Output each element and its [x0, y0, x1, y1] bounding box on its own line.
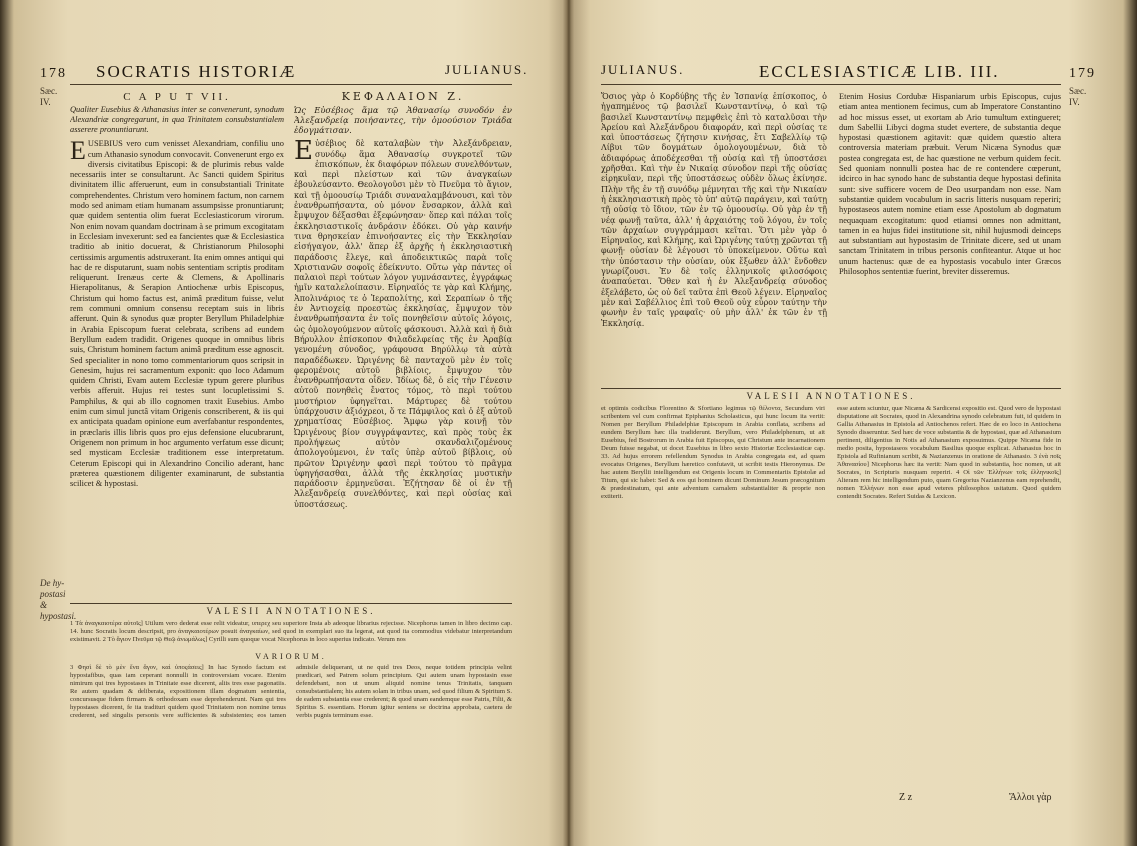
right-notes-right-column: esse autem sciuntur, quæ Nicæna & Sardicensi expositio est. Quod vero de hypostasi disputatione ait Socrates, quod in Alexandrina synodo celebratum fuit, id quidem in Gallia Athanasius in Epistola ad Antiochenos refert. Hæc de eo loco in Antiochena Synodo disseruntur. Sed hæc de voce substantia & de hypostasi, quæ ad Athanasium pertinent, diligentius in Notis ad Athanasium exposuimus. Quippe Nicæna fide in medio posita, hypostaseos vocabulum Basilius quoque explicat. Athanasius hoc in Epistola ad Rufinianum scribit, & Nazianzenus in oratione de Athanasio. 3 ἑνὰ ποῖς Ἀθανασίου] Nicephorus hæc ita vertit: Nam quod in substantia, hoc nomen, ut ait Socrates, in Scripturis nusquam reperiri. 4 Οἱ τῶν Ἑλλήνων τοῖς ἑλληνικοῖς] Alteram rem hic intelligendum puto, quam Gregorius Nazianzenus eam reprehendit, nomen Ἑλλήνων non esse apud veteres philosophos usitatum. Quod quidem contendit Socrates. Refert Suidas & Lexicon.: [837, 405, 1061, 500]
right-notes-left-column: et optimis codicibus Florentino & Sfortiano legimus τῷ θέλοντα, Secundum viri scribentem vel cum confirmat Epiphanius Scholasticus, qui hunc locum ita vertit: Nomen per Beryllum Philadelphiæ Episcopum in Arabia conflata, scribens ad eundem Beryllum hæc illa tradiderunt. Beryllum, vero Philadelphenum, ut ait Eusebius, fed Bostrorum in Arabia fuit Episcopus, qui Christum ante incarnationem Deum fuisse negabat, ut docet Eusebius in libro sexto Historiæ Ecclesiasticæ cap. 33. Ad hujus errorem refellendum Synodus in Arabia congregata est, ad quam evocatus Origenes, Beryllum hæretico confutavit, ut scribit testis Hieronymus. De hac autem Beryllii intelligendum est Origenis locum in Commentariis Epistolæ ad Titum, qui sic habet: Sed & eos qui hominem dicunt Dominum Jesum præcognitum & prædestinatum, qui ante adventum carnalem substantialiter & proprie non extiterit.: [601, 405, 825, 500]
variorum-title: VARIORUM.: [255, 652, 327, 661]
latin-paragraph: [70, 136, 284, 489]
left-notes-text: 1 Τὰ ἀναγκαιοτέρα αὐτοῖς] Utilum vero dederat esse relit videatur, υπερεχ seu superiore Insta ab adeoque librarius rejecisse. Nicephorus tamen in libro decimo cap. 14. hunc Socratis locum descripsit, pro ἀναγκαιοτέρων posuit ἀναγκαίων, sed quod in exemplari suo ita legerat, aut quod ita commodius videbatur interpretandum existimavit. 2 Τὸ ἅγιον Πνεῦμα τῷ Θεῷ ἀνωμάλως] Cyrilli sum quoque vocat Nicephorus in loco superius indicato. Verum nos: [70, 620, 512, 643]
signature-mark: Z z: [899, 792, 913, 803]
latin-dropcap: E: [70, 136, 86, 166]
right-notes-title: VALESII ANNOTATIONES.: [746, 391, 916, 401]
latin-chapter-summary: Qualiter Eusebius & Athanasius inter se convenerunt, synodum Alexandriæ congregarunt, in qua Trinitatem consubstantialem asserere pronuntiarunt.: [70, 105, 284, 135]
greek-chapter-summary: Ὡς Εὐσέβιος ἅμα τῷ Ἀθανασίῳ συνοδόν ἐν Ἀλεξανδρείᾳ ποιήσαντες, τὴν ὁμοούσιον Τριάδα ἐδογμάτισαν.: [294, 105, 512, 136]
right-book-edge: [1123, 0, 1137, 846]
left-running-title: SOCRATIS HISTORIÆ: [96, 62, 297, 81]
right-notes-rule: [601, 388, 1061, 389]
variorum-text: 3 Φησὶ δὲ τὸ μὲν ἕνα ἄγον, καὶ ὑποςάσεις] In hac Synodo factum est hypostafibus, quas iam ceperant nonnulli in controversiam vocare. Etenim nimirum qui tres hypostases in Trinitate esse dicerent, aliis tres esse pagonatiis. Re autem quadam & deliberata, expositionem illam dogmatum sententia, concursusque fidem firmam & orthodoxam esse deprehenderunt. Nam qui tres hypostases dicerent, fe ita tradituri quidem quod Trinitatem non nomine tenus crederent, sed singulis personis vere sufficientes & subsistentes; eos tamen admisile deliquerant, ut ne quid tres Deos, neque totidem principia velint prædicari, sed Patrem solum principium. Qui autem unam hypostasin esse defendebant, non ut unum aliquid nomine tenus Trinitatis, tanquam consubstantialem; his autem solam in tribus unam, sed quod filium & Spiritum S. de eadem substantia esse crederent; & quod unam eandemque esse Patris, Filii, & Spiritus S. essentiam. Horum igitur sentens se doctrina approbata, caetera de verbis pugnis terminum esse.: [70, 664, 512, 719]
left-notes-title: VALESII ANNOTATIONES.: [206, 606, 376, 616]
latin-chapter-heading: C A P U T VII.: [123, 92, 231, 103]
greek-body: ὐσέβιος δὲ καταλαβὼν τὴν Ἀλεξάνδρειαν, συνόδῳ ἅμα Ἀθανασίῳ συγκροτεῖ τῶν ἐπισκόπων, ἐκ διαφόρων πόλεων συνελθόντων, καὶ περὶ πλείστων καὶ τῶν ἀναγκαίων ἐβουλεύσαντο. Θεολογοῦσι μὲν τὸ Πνεῦμα τὸ ἅγιον, καὶ τῇ ὁμοουσίῳ Τριάδι συναναλαμβάνουσι, καὶ τὸν ἐνανθρωπήσαντα, οὐ μόνον ἔνσαρκον, ἀλλὰ καὶ ἔμψυχον δέξασθαι ἐξεφώνησαν· ὅπερ καὶ πάλαι τοῖς ἐκκλησιαστικοῖς ἀνδράσιν ἐδόκει. Οὐ γὰρ καινήν τινα θρησκείαν ἐπινοήσαντες εἰς τὴν Ἐκκλησίαν εἰσήγαγον, ἀλλ' ἅπερ ἐξ ἀρχῆς ἡ ἐκκλησιαστικὴ παράδοσις ἔλεγε, καὶ ἀποδεικτικῶς παρὰ τοῖς Χριστιανῶν σοφοῖς ἐδείκνυτο. Οὕτω γὰρ πάντες οἱ παλαιοὶ περὶ τούτων λόγον γυμνάσαντες, ἐγγράφως ἡμῖν καταλελοίπασιν. Εἰρηναῖός τε γὰρ καὶ Κλήμης, Ἀπολινάριος τε ὁ Ἱεραπολίτης, καὶ Σεραπίων ὁ τῆς ἐν Ἀντιοχείᾳ προεστὼς ἐκκλησίας, ἔμψυχον τὸν ἐνανθρωπήσαντα ἐν τοῖς πονηθεῖσιν αὐτοῖς λόγοις, ὡς ὁμολογούμενον αὐτοῖς φάσκουσι. Ἀλλὰ καὶ ἡ διὰ Βήρυλλον ἐπίσκοπον Φιλαδελφείας τῆς ἐν Ἀραβίᾳ γενομένη σύνοδος, γράφουσα Βηρύλλῳ τὰ αὐτὰ παραδέδωκεν. Ὠριγένης δὲ πανταχοῦ μὲν ἐν τοῖς φερομένοις αὐτοῦ βιβλίοις, ἔμψυχον τὸν ἐνανθρωπήσαντα οἶδεν. Ἰδίως δὲ, ὁ εἰς τὴν Γένεσιν αὐτοῦ πονηθεὶς ἔνατος τόμος, τὸ περὶ τούτου μυστήριον ὑφηγεῖται. Μάρτυρες δὲ τούτου ὑπάρχουσιν ἀξιόχρεοι, ὅ τε Πάμφιλος καὶ ὁ ἐξ αὐτοῦ χρηματίσας Εὐσέβιος. Ἄμφω γὰρ κοινῇ τὸν Ὠριγένους βίον συγγράψαντες, καὶ πρὸς τοὺς ἐκ προλήψεως αὐτὸν σκανδαλιζομένους ἀπολογούμενοι, ἐν ταῖς ὑπὲρ αὐτοῦ βίβλοις, οὐ πρῶτον Ὠριγένην φασὶ περὶ τούτου τὸ πρᾶγμα ὑφηγήσασθαι, ἀλλὰ τῆς ἐκκλησίας μυστικὴν παράδοσιν ἑρμηνεῦσαι. Ἐζήτησαν δὲ οἱ ἐν τῇ Ἀλεξανδρείᾳ συνελθόντες, καὶ περὶ οὐσίας καὶ ὑποστάσεως.: [294, 139, 512, 509]
left-page: [0, 0, 568, 846]
left-running-right: JULIANUS.: [445, 62, 529, 77]
right-page-number: 179: [1069, 66, 1096, 81]
left-page-number: 178: [40, 66, 67, 81]
left-margin-century: Sæc. IV.: [40, 86, 58, 107]
greek-paragraph: [294, 136, 512, 510]
right-greek-column: [601, 92, 827, 384]
greek-column: [294, 92, 512, 598]
greek-chapter-heading: ΚΕΦΑΛΑΙΟΝ Ζ.: [341, 92, 465, 103]
latin-body: USEBIUS vero cum venisset Alexandriam, confiliu uno cum Athanasio synodum convocavit. Convenerunt ergo ex diversis civitatibus Episcopi: & de plurimis rebus valde necessariis inter se consultarunt. Ac Sancti quidem Spiritus divinitatem illic afferuerunt, eum in consubstantiali Trinitate comprehendentes. Christum vero hominem factum, non carnem modo sed animam etiam humanam assumpsisse pronuntiarunt; quæ quidem sententia olim fuerat Ecclesiasticorum virorum. Non enim novam quandam doctrinam à se primum excogitatam in Ecclesiam invexerunt: sed ea fancientes quæ & Ecclesiastica traditio ab initio docuerat, & Christianorum Philosophi certissimis argumentis adstruxerant. Ita enim omnes antiqui qui hac de re disputarunt, suam nobis sententiam scriptis proditam reliquerunt. Irenæus certe & Clemens, & Apollinaris Hierapolitanus, & Serapion Antiochenæ urbis Episcopus, Christum qui homo factus est, animâ præditum fuisse, velut rem communi omnium consensu receptam suis in libris afferunt. Quin & synodus quæ propter Beryllum Philadelphiæ in Arabia Episcopum fuerat celebrata, scribens ad eundem Beryllum eadem tradidit. Origenes quoque in omnibus libris suis, Christum hominem factum animâ præditum esse agnoscit. Sed specialiter in nono tomo commentariorum quos scripsit in Genesim, hujus rei sacramentum exponit: quo loco Adamum quidem Christi, Evam autem Ecclesiæ typum gerere pluribus verbis afferuit. Hujus rei testes sunt locupletissimi S. Pamphilus, & qui ab illo cognomen traxit Eusebius. Ambo enim cum simul junctâ vitam Origenis conscriberent, & iis qui ex anticipata quadam opinione eum averfabantur respondentes, in præclaris illis libris quos pro ejus defensione elucubrarunt, Origenem non primum in hoc argumento verfatum esse dicunt; sed mysticam Ecclesiæ traditionem esse interpretatum. Ceterum Episcopi qui in Alexandrino Concilio aderant, hanc præterea quæstionem diligenter examinarunt, de substantia scilicet & hypostasi.: [70, 139, 284, 489]
left-head-rule: [70, 84, 512, 85]
right-head-rule: [601, 84, 1061, 85]
latin-column: [70, 92, 284, 598]
right-latin-column: [839, 92, 1061, 384]
left-book-edge: [0, 0, 14, 846]
right-margin-century: Sæc. IV.: [1069, 86, 1087, 107]
right-page: [569, 0, 1137, 846]
right-latin-body: Etenim Hosius Cordubæ Hispaniarum urbis Episcopus, cujus etiam antea mentionem fecimus, cum ab Imperatore Constantino ad hoc missus esset, ut exortam ab Ario tumultum extingueret; dum Sabellii Libyci dogma studet evertere, de substantia deque hypostasi quæstionem agitavit: quæ quidem quæstio altera controversia materiam præbuit. Verum Nicæna Synodus quæ postea congregata est, de hac quæstione ne verbum quidem fecit. Sed quoniam nonnulli postea hac de re contendere cœperunt, idcirco in hac synodo hanc de substantia deque hypostasi definita sunt: sive sufficere vocem de Deo usurpandam non esse. Nam substantiæ quidem vocabulum in sacris litteris nusquam reperiri; hypostaseos autem nomine etiam esse Apostolum ab dogmatum nequaquam excogitatum: quod etiamsi omnes non admittant, tamen in ea hujus fidei institutione sit, nihil hujusmodi deinceps aut substantiam aut hypostasim de Trinitate dicere, sed ut unam sanctam Trinitatem in tribus personis confiteantur. Atque ut hoc unum hactenus: quæ de ea hypostasis vocabulo inter Græcos Philosophos sententiæ fuerint, breviter disseremus.: [839, 92, 1061, 277]
greek-dropcap: Ε: [294, 136, 313, 167]
left-notes-rule: [70, 603, 512, 604]
catchword: Ἄλλοι γὰρ: [1009, 792, 1052, 803]
left-margin-side-note: De hy-postasi & hypostasi.: [40, 578, 77, 621]
right-greek-body: Ὅσιος γὰρ ὁ Κορδύβης τῆς ἐν Ἱσπανίᾳ ἐπίσκοπος, ὁ ἠγαπημένος τῷ βασιλεῖ Κωνσταντίνῳ, ὁ καὶ τῷ βασιλεῖ Κωνσταντίνῳ πεμφθεὶς ἐπὶ τὸ καταλῦσαι τὴν Ἀρείου καὶ Ἀλεξάνδρου διαφοράν, καὶ περὶ οὐσίας τε καὶ ὑποστάσεως ζήτησιν κινήσας, ἔτι Σαβελλίῳ τῷ Λίβυι τῶν δογμάτων ὁμολογουμένων, διὰ τὸ ἀδιαφόρως ἀποδέχεσθαι τῇ οὐσίᾳ καὶ τῇ ὑποστάσει χρῆσθαι. Καὶ τὴν ἐν Νικαίᾳ σύνοδον περὶ τῆς οὐσίας εἰρηκυῖαν, περὶ τῆς ὑποστάσεως οὐδὲν ὅλως ἐκίνησε. Πλὴν τῆς ἐν τῇ συνόδῳ μέμνηται τῆς καὶ τὴν Νικαίαν ἡ ἐκκλησιαστικὴ πρὸς τὸ ὑπ' αὐτῷ παράγειν, καὶ ταύτῃ τῇ οὐσίᾳ τὸ ἴδιον, τῶν ἐν τῷ ὁμοουσίῳ. Οὐ γὰρ ἐν τῇ νέᾳ φωνῇ ταῦτα, ἀλλ' ἡ ἀρχαιότης τοῦ λόγου, ἐν τοῖς τῶν ἀρχαίων συγγράμμασι κεῖται. Ὅτι μὲν γὰρ ὁ Εἰρηναῖος, καὶ Κλήμης, καὶ Ὠριγένης ταύτῃ χρῶνται τῇ φωνῇ· οὐσίαν δὲ λέγουσι τὸ ὑποκείμενον. Οὕτω καὶ τὴν ὑπόστασιν τὴν οὐσίαν, οὐκ ἔξωθεν ἀλλ' ἔνδοθεν γνωρίζουσι. Ἐν δὲ τοῖς ἑλληνικοῖς φιλοσόφοις ἀναπαύεται. Ὅθεν καὶ ἡ ἐν Ἀλεξανδρείᾳ σύνοδος ἐξελάβετο, ὡς οὐ δεῖ ταῦτα ἐπὶ Θεοῦ λέγειν. Εἰρηναῖος μὲν καὶ Σαβέλλιος ἐπὶ τοῦ Θεοῦ οὐχ εὗρον ταύτην τὴν φωνὴν ἐν ταῖς γραφαῖς· οὐ μὴν ἀλλ' ἐκ τῶν ἐν τῇ Ἐκκλησίᾳ.: [601, 92, 827, 328]
right-running-title: ECCLESIASTICÆ LIB. III.: [759, 62, 1000, 81]
right-running-left: JULIANUS.: [601, 62, 685, 77]
